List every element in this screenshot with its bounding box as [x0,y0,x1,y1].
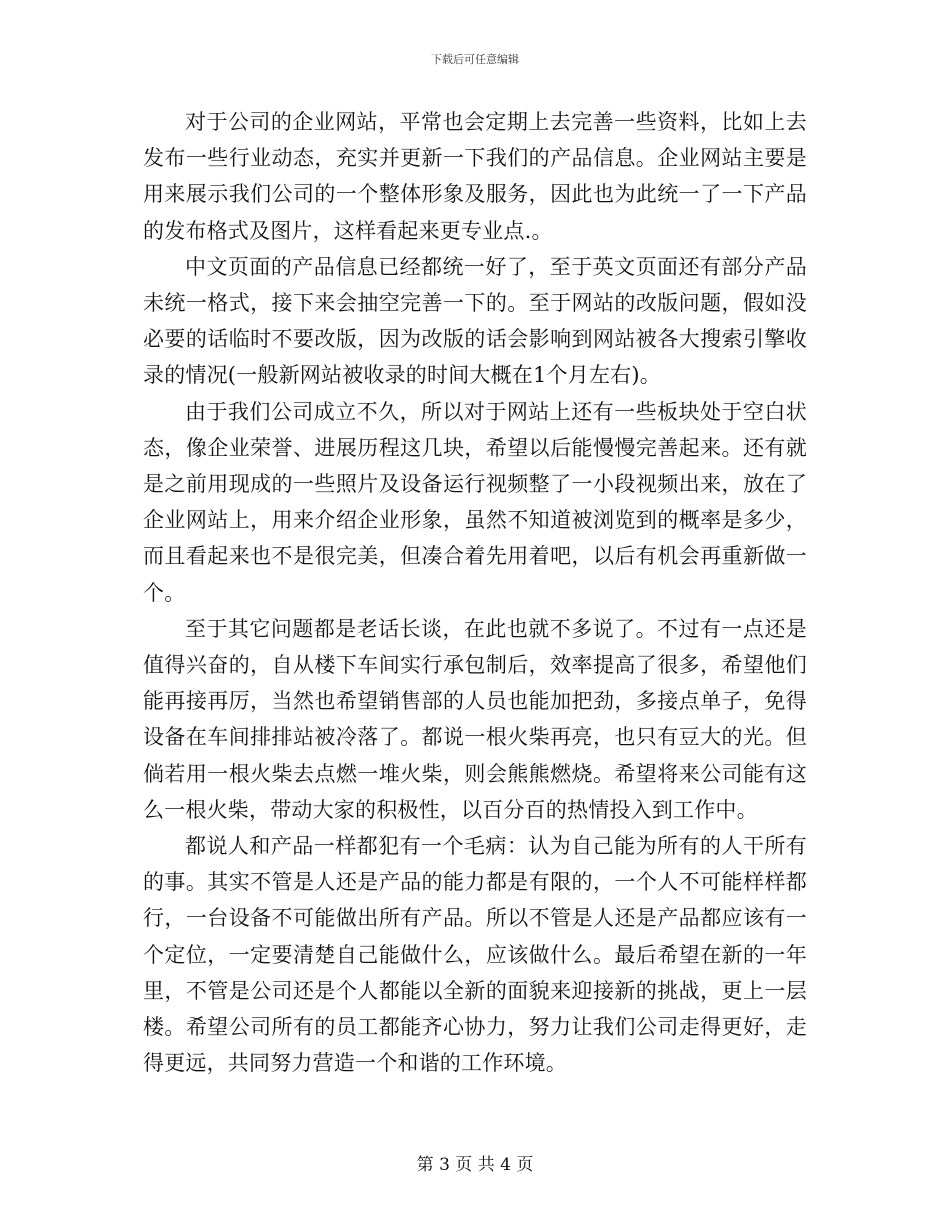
paragraph: 中文页面的产品信息已经都统一好了，至于英文页面还有部分产品未统一格式，接下来会抽空完善一下的。至于网站的改版问题，假如没必要的话临时不要改版，因为改版的话会影响到网站被各大搜索引擎收录的情况(一般新网站被收录的时间大概在1个月左右)。 [143,254,807,388]
paragraph: 至于其它问题都是老话长谈，在此也就不多说了。不过有一点还是值得兴奋的，自从楼下车间实行承包制后，效率提高了很多，希望他们能再接再厉，当然也希望销售部的人员也能加把劲，多接点单子，免得设备在车间排排站被冷落了。都说一根火柴再亮，也只有豆大的光。但倘若用一根火柴去点燃一堆火柴，则会熊熊燃烧。希望将来公司能有这么一根火柴，带动大家的积极性，以百分百的热情投入到工作中。 [143,616,807,822]
page-number: 第 3 页 共 4 页 [416,1155,534,1175]
page-footer [0,1154,950,1176]
paragraph: 由于我们公司成立不久，所以对于网站上还有一些板块处于空白状态，像企业荣誉、进展历程这几块，希望以后能慢慢完善起来。还有就是之前用现成的一些照片及设备运行视频整了一小段视频出来，放在了企业网站上，用来介绍企业形象，虽然不知道被浏览到的概率是多少，而且看起来也不是很完美，但凑合着先用着吧，以后有机会再重新做一个。 [143,399,807,605]
document-body [143,104,807,1081]
paragraph: 对于公司的企业网站，平常也会定期上去完善一些资料，比如上去发布一些行业动态，充实并更新一下我们的产品信息。企业网站主要是用来展示我们公司的一个整体形象及服务，因此也为此统一了一下产品的发布格式及图片，这样看起来更专业点.。 [143,110,807,243]
page-header: 下载后可任意编辑 [431,53,519,66]
paragraph: 都说人和产品一样都犯有一个毛病：认为自己能为所有的人干所有的事。其实不管是人还是产品的能力都是有限的，一个人不可能样样都行，一台设备不可能做出所有产品。所以不管是人还是产品都应该有一个定位，一定要清楚自己能做什么，应该做什么。最后希望在新的一年里，不管是公司还是个人都能以全新的面貌来迎接新的挑战，更上一层楼。希望公司所有的员工都能齐心协力，努力让我们公司走得更好，走得更远，共同努力营造一个和谐的工作环境。 [143,834,807,1076]
